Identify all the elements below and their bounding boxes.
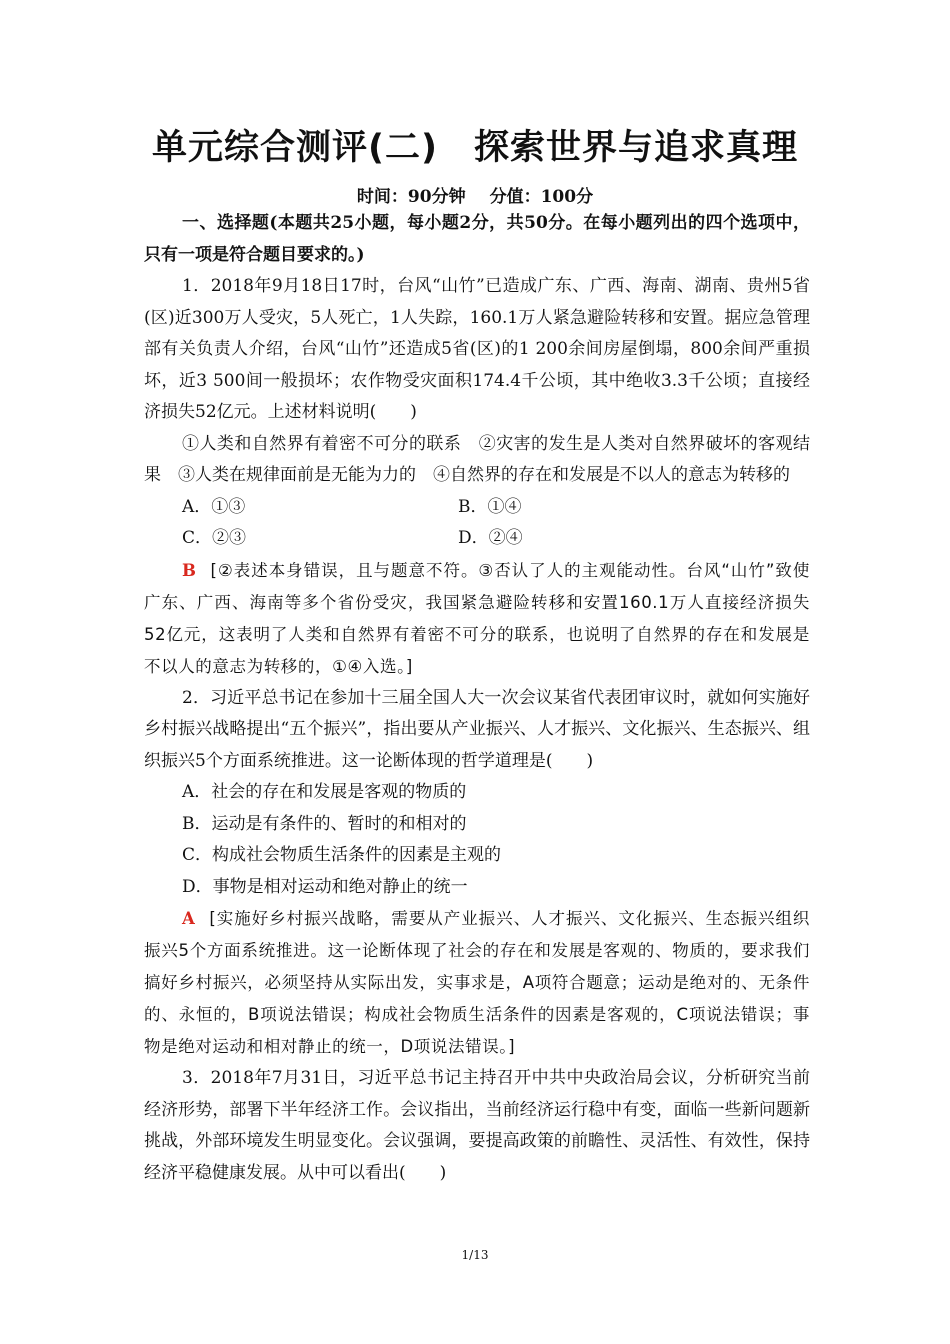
question-2-option-d: D．事物是相对运动和绝对静止的统一 [182, 876, 468, 897]
page-title [0, 120, 950, 170]
question-1-option-a: A．①③ [182, 496, 246, 517]
question-2-answer [144, 903, 810, 1063]
title-part-1: 单元综合测评(二) [151, 128, 438, 168]
question-1-answer [144, 555, 810, 683]
question-2-stem: 2．习近平总书记在参加十三届全国人大一次会议某省代表团审议时，就如何实施好乡村振兴战略提出“五个振兴”，指出要从产业振兴、人才振兴、文化振兴、生态振兴、组织振兴5个方面系统推进。这一论断体现的哲学道理是( ) [144, 687, 810, 771]
question-1-stem: 1．2018年9月18日17时，台风“山竹”已造成广东、广西、海南、湖南、贵州5省(区)近300万人受灾，5人死亡，1人失踪，160.1万人紧急避险转移和安置。据应急管理部有关负责人介绍，台风“山竹”还造成5省(区)的1 200余间房屋倒塌，800余间严重损坏，近3 500间一般损坏；农作物受灾面积174.4千公顷，其中绝收3.3千公顷；直接经济损失52亿元。上述材料说明( ) [144, 276, 810, 422]
question-2-answer-letter: A [182, 909, 196, 928]
question-3-stem: 3．2018年7月31日，习近平总书记主持召开中共中央政治局会议，分析研究当前经济形势，部署下半年经济工作。会议指出，当前经济运行稳中有变，面临一些新问题新挑战，外部环境发生明显变化。会议强调，要提高政策的前瞻性、灵活性、有效性，保持经济平稳健康发展。从中可以看出( ) [144, 1068, 810, 1183]
question-1-options-row-1 [144, 492, 810, 524]
title-part-2: 探索世界与追求真理 [473, 128, 798, 168]
page-number: 1/13 [461, 1248, 489, 1262]
document-body [144, 208, 810, 1189]
question-2-option-b: B．运动是有条件的、暂时的和相对的 [182, 813, 467, 834]
question-1-option-d: D．②④ [458, 528, 523, 548]
exam-score: 分值：100分 [489, 187, 594, 207]
question-2-option-a: A．社会的存在和发展是客观的物质的 [182, 782, 467, 802]
section-heading: 一、选择题(本题共25小题，每小题2分，共50分。在每小题列出的四个选项中，只有一项是符合题目要求的。) [144, 213, 810, 265]
question-1-answer-letter: B [182, 560, 197, 580]
exam-time: 时间：90分钟 [356, 187, 466, 207]
question-1-option-c: C．②③ [182, 528, 247, 548]
question-2-explanation: [实施好乡村振兴战略，需要从产业振兴、人才振兴、文化振兴、生态振兴组织振兴5个方面系统推进。这一论断体现了社会的存在和发展是客观的、物质的，要求我们搞好乡村振兴，必须坚持从实际出发，实事求是，A项符合题意；运动是绝对的、无条件的、永恒的，B项说法错误；构成社会物质生活条件的因素是客观的，C项说法错误；事物是绝对运动和相对静止的统一，D项说法错误。] [144, 909, 810, 1056]
question-1-options-row-2 [144, 523, 810, 555]
question-1-option-b: B．①④ [458, 496, 522, 517]
exam-meta [0, 182, 950, 207]
question-1-explanation: [②表述本身错误，且与题意不符。③否认了人的主观能动性。台风“山竹”致使广东、广西、海南等多个省份受灾，我国紧急避险转移和安置160.1万人直接经济损失52亿元，这表明了人类和自然界有着密不可分的联系，也说明了自然界的存在和发展是不以人的意志为转移的，①④入选。] [144, 560, 810, 676]
question-2-option-c: C．构成社会物质生活条件的因素是主观的 [182, 845, 502, 865]
question-1-statements: ①人类和自然界有着密不可分的联系 ②灾害的发生是人类对自然界破坏的客观结果 ③人类在规律面前是无能为力的 ④自然界的存在和发展是不以人的意志为转移的 [144, 433, 810, 485]
